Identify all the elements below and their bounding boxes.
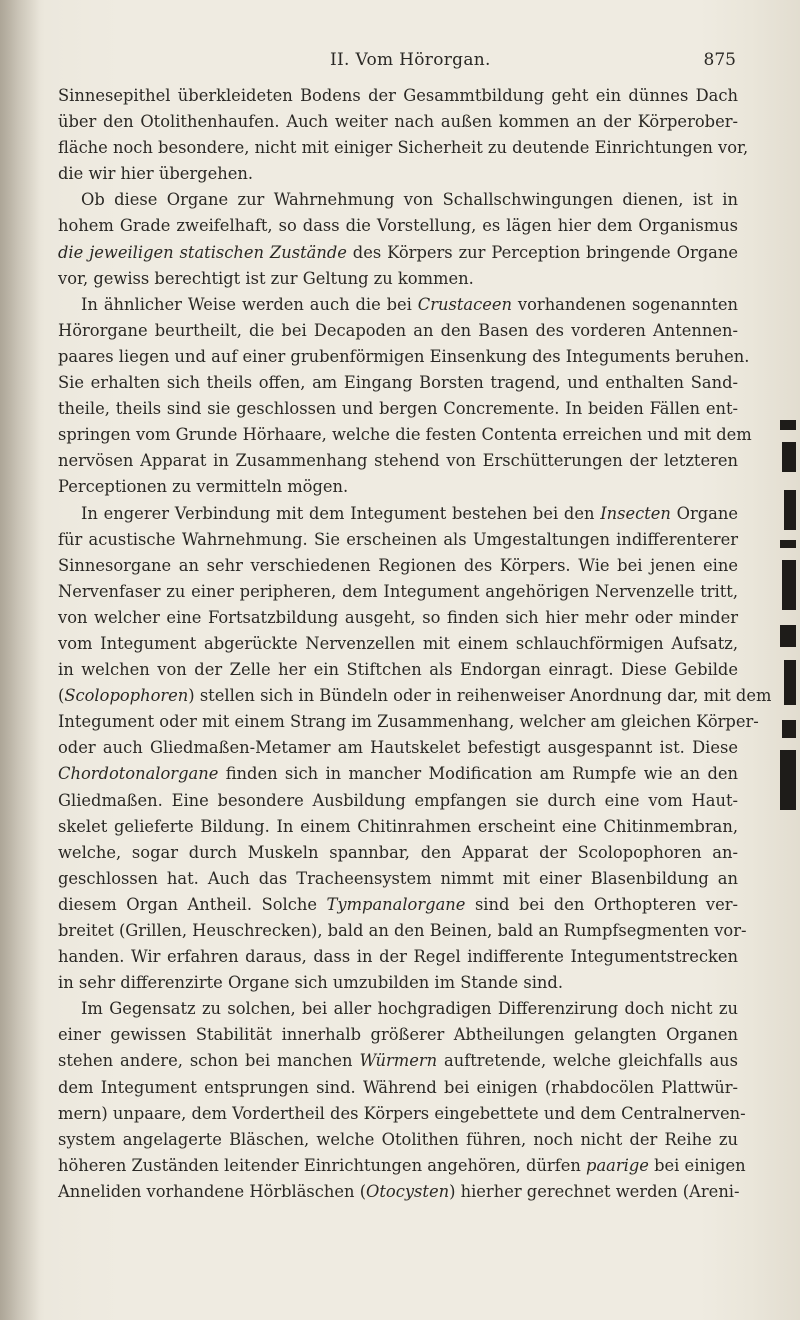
- text-line: Nervenfaser zu einer peripheren, dem Integument angehörigen Nervenzelle tritt,: [58, 581, 738, 601]
- text-line: dem Integument entsprungen sind. Während bei einigen (rhabdocölen Plattwür-: [58, 1077, 738, 1097]
- page-header: [58, 50, 738, 80]
- text-line: breitet (Grillen, Heuschrecken), bald an den Beinen, bald an Rumpfsegmenten vor-: [58, 921, 747, 940]
- text-line: mern) unpaare, dem Vordertheil des Körpers eingebettete und dem Centralnerven-: [58, 1103, 746, 1123]
- text-line-rich: Anneliden vorhandene Hörbläschen (Otocysten) hierher gerechnet werden (Areni-: [58, 1181, 740, 1201]
- running-title: II. Vom Hörorgan.: [330, 50, 491, 70]
- text-line: für acustische Wahrnehmung. Sie erscheinen als Umgestaltungen indifferenterer: [58, 529, 738, 549]
- text-line: Sie erhalten sich theils offen, am Eingang Borsten tragend, und enthalten Sand-: [58, 373, 738, 393]
- text-line-rich: höheren Zuständen leitender Einrichtungen angehören, dürfen paarige bei einigen: [58, 1155, 746, 1175]
- text-line: die wir hier übergehen.: [58, 164, 253, 184]
- italic-term: Chordotonalorgane: [58, 764, 219, 784]
- library-stamp-bleed: [758, 420, 800, 820]
- text-line: Ob diese Organe zur Wahrnehmung von Schallschwingungen dienen, ist in: [81, 190, 738, 210]
- text-line: paares liegen und auf einer grubenförmigen Einsenkung des Integuments beruhen.: [58, 346, 750, 366]
- italic-term: Würmern: [359, 1051, 438, 1071]
- text-line: Perceptionen zu vermitteln mögen.: [58, 477, 349, 497]
- page-number: 875: [703, 50, 736, 70]
- text-line-rich: Chordotonalorgane finden sich in mancher Modification am Rumpfe wie an den: [58, 764, 738, 784]
- text-line: nervösen Apparat in Zusammenhang stehend von Erschütterungen der letzteren: [58, 451, 738, 471]
- text-line: welche, sogar durch Muskeln spannbar, den Apparat der Scolopophoren an-: [58, 842, 738, 862]
- italic-term: Crustaceen: [417, 294, 513, 314]
- text-line-rich: In engerer Verbindung mit dem Integument bestehen bei den Insecten Organe: [81, 503, 738, 523]
- body-text: [58, 83, 772, 1205]
- text-line: system angelagerte Bläschen, welche Otolithen führen, noch nicht der Reihe zu: [58, 1129, 738, 1149]
- text-line-rich: diesem Organ Antheil. Solche Tympanalorgane sind bei den Orthopteren ver-: [58, 894, 738, 914]
- italic-term: die jeweiligen statischen Zustände: [58, 242, 347, 262]
- italic-term: Otocysten: [366, 1181, 450, 1201]
- text-line: Gliedmaßen. Eine besondere Ausbildung empfangen sie durch eine vom Haut-: [58, 790, 738, 810]
- text-line: hohem Grade zweifelhaft, so dass die Vorstellung, es lägen hier dem Organismus: [58, 216, 738, 236]
- text-line: fläche noch besondere, nicht mit einiger Sicherheit zu deutende Einrichtungen vor,: [58, 138, 749, 158]
- italic-term: Scolopophoren: [64, 686, 189, 706]
- text-line: in sehr differenzirte Organe sich umzubilden im Stande sind.: [58, 973, 563, 993]
- text-line-rich: stehen andere, schon bei manchen Würmern auftretende, welche gleichfalls aus: [58, 1051, 739, 1071]
- text-line: in welchen von der Zelle her ein Stiftchen als Endorgan einragt. Diese Gebilde: [58, 660, 738, 680]
- text-line-rich: die jeweiligen statischen Zustände des Körpers zur Perception bringende Organe: [58, 242, 738, 262]
- text-line-rich: In ähnlicher Weise werden auch die bei Crustaceen vorhandenen sogenannten: [81, 294, 738, 314]
- text-line: Sinnesorgane an sehr verschiedenen Regionen des Körpers. Wie bei jenen eine: [58, 555, 738, 575]
- text-line: Integument oder mit einem Strang im Zusammenhang, welcher am gleichen Körper-: [58, 712, 759, 732]
- text-line: theile, theils sind sie geschlossen und bergen Concremente. In beiden Fällen ent-: [58, 399, 738, 419]
- italic-term: Insecten: [600, 503, 671, 523]
- text-line: springen vom Grunde Hörhaare, welche die festen Contenta erreichen und mit dem: [58, 425, 752, 445]
- binding-shadow: [0, 0, 40, 1320]
- text-line: vom Integument abgerückte Nervenzellen mit einem schlauchförmigen Aufsatz,: [58, 633, 738, 653]
- text-line: oder auch Gliedmaßen-Metamer am Hautskelet befestigt ausgespannt ist. Diese: [58, 738, 738, 758]
- text-line-rich: (Scolopophoren) stellen sich in Bündeln oder in reihenweiser Anordnung dar, mit dem: [58, 686, 772, 706]
- text-line: handen. Wir erfahren daraus, dass in der Regel indifferente Integumentstrecken: [58, 947, 738, 967]
- text-line: Sinnesepithel überkleideten Bodens der Gesammtbildung geht ein dünnes Dach: [58, 86, 738, 105]
- italic-term: paarige: [586, 1155, 649, 1175]
- text-line: über den Otolithenhaufen. Auch weiter nach außen kommen an der Körperober-: [58, 112, 738, 132]
- text-line: einer gewissen Stabilität innerhalb größerer Abtheilungen gelangten Organen: [58, 1025, 738, 1045]
- text-line: von welcher eine Fortsatzbildung ausgeht, so finden sich hier mehr oder minder: [58, 607, 738, 627]
- text-line: Im Gegensatz zu solchen, bei aller hochgradigen Differenzirung doch nicht zu: [81, 999, 738, 1019]
- text-line: Hörorgane beurtheilt, die bei Decapoden an den Basen des vorderen Antennen-: [58, 320, 738, 340]
- italic-term: Tympanalorgane: [326, 894, 466, 914]
- text-line: skelet gelieferte Bildung. In einem Chitinrahmen erscheint eine Chitinmembran,: [58, 816, 738, 836]
- text-line: vor, gewiss berechtigt ist zur Geltung zu kommen.: [58, 268, 474, 288]
- text-line: geschlossen hat. Auch das Tracheensystem nimmt mit einer Blasenbildung an: [58, 868, 738, 888]
